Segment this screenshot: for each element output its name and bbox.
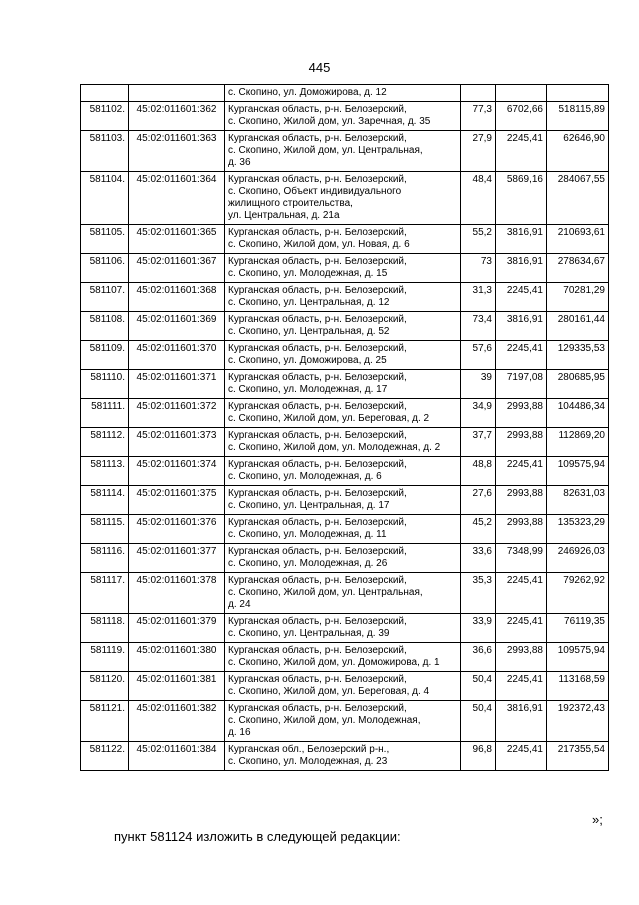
cell-address: Курганская область, р-н. Белозерский, с. Скопино, Жилой дом, ул. Центральная, д. 24	[225, 573, 461, 614]
cell-address: Курганская область, р-н. Белозерский, с. Скопино, ул. Молодежная, д. 26	[225, 544, 461, 573]
cell-value: 82631,03	[547, 486, 609, 515]
cell-number: 581111.	[81, 399, 129, 428]
cell-address: Курганская обл., Белозерский р-н., с. Скопино, ул. Молодежная, д. 23	[225, 742, 461, 771]
cell-address: Курганская область, р-н. Белозерский, с. Скопино, Жилой дом, ул. Центральная, д. 36	[225, 131, 461, 172]
cell-value	[547, 85, 609, 102]
cell-area: 37,7	[461, 428, 496, 457]
cell-cadastral: 45:02:011601:370	[129, 341, 225, 370]
cell-rate: 3816,91	[496, 312, 547, 341]
cell-address: Курганская область, р-н. Белозерский, с. Скопино, Жилой дом, ул. Новая, д. 6	[225, 225, 461, 254]
cell-area: 96,8	[461, 742, 496, 771]
cell-cadastral: 45:02:011601:367	[129, 254, 225, 283]
cell-rate: 2245,41	[496, 131, 547, 172]
cell-number: 581117.	[81, 573, 129, 614]
cell-area: 34,9	[461, 399, 496, 428]
cell-area: 48,4	[461, 172, 496, 225]
cell-address: Курганская область, р-н. Белозерский, с. Скопино, ул. Молодежная, д. 6	[225, 457, 461, 486]
cell-value: 112869,20	[547, 428, 609, 457]
cell-rate: 2245,41	[496, 283, 547, 312]
cell-number: 581105.	[81, 225, 129, 254]
cell-rate: 3816,91	[496, 254, 547, 283]
cell-rate: 2245,41	[496, 341, 547, 370]
cell-area: 73,4	[461, 312, 496, 341]
amendment-text: пункт 581124 изложить в следующей редакции:	[114, 829, 401, 844]
cell-number: 581104.	[81, 172, 129, 225]
cell-number: 581121.	[81, 701, 129, 742]
table-row	[81, 370, 609, 399]
cell-value: 113168,59	[547, 672, 609, 701]
cell-value: 280685,95	[547, 370, 609, 399]
cell-cadastral: 45:02:011601:368	[129, 283, 225, 312]
cell-cadastral: 45:02:011601:376	[129, 515, 225, 544]
cell-address: с. Скопино, ул. Доможирова, д. 12	[225, 85, 461, 102]
cell-area: 57,6	[461, 341, 496, 370]
cell-area	[461, 85, 496, 102]
cell-value: 246926,03	[547, 544, 609, 573]
cell-address: Курганская область, р-н. Белозерский, с. Скопино, ул. Центральная, д. 39	[225, 614, 461, 643]
cell-value: 109575,94	[547, 457, 609, 486]
cell-area: 27,9	[461, 131, 496, 172]
table-row-continuation	[81, 85, 609, 102]
cell-rate: 3816,91	[496, 225, 547, 254]
cell-cadastral: 45:02:011601:365	[129, 225, 225, 254]
cell-number: 581112.	[81, 428, 129, 457]
table-row	[81, 225, 609, 254]
cell-rate: 2245,41	[496, 614, 547, 643]
table-row	[81, 131, 609, 172]
cell-area: 36,6	[461, 643, 496, 672]
cell-rate: 2993,88	[496, 486, 547, 515]
cell-cadastral: 45:02:011601:379	[129, 614, 225, 643]
table-row	[81, 701, 609, 742]
table-row	[81, 573, 609, 614]
cell-address: Курганская область, р-н. Белозерский, с. Скопино, ул. Доможирова, д. 25	[225, 341, 461, 370]
page-number: 445	[308, 60, 331, 75]
cell-cadastral: 45:02:011601:380	[129, 643, 225, 672]
table-row	[81, 341, 609, 370]
cell-cadastral: 45:02:011601:381	[129, 672, 225, 701]
cell-area: 31,3	[461, 283, 496, 312]
cell-rate: 2993,88	[496, 515, 547, 544]
table-row	[81, 102, 609, 131]
cell-rate: 7197,08	[496, 370, 547, 399]
cell-value: 284067,55	[547, 172, 609, 225]
cell-cadastral: 45:02:011601:372	[129, 399, 225, 428]
cell-cadastral: 45:02:011601:364	[129, 172, 225, 225]
cell-address: Курганская область, р-н. Белозерский, с. Скопино, Жилой дом, ул. Береговая, д. 2	[225, 399, 461, 428]
table-row	[81, 172, 609, 225]
cell-cadastral: 45:02:011601:369	[129, 312, 225, 341]
cell-cadastral: 45:02:011601:382	[129, 701, 225, 742]
cell-value: 210693,61	[547, 225, 609, 254]
cell-address: Курганская область, р-н. Белозерский, с. Скопино, Жилой дом, ул. Молодежная, д. 16	[225, 701, 461, 742]
cell-number: 581108.	[81, 312, 129, 341]
cell-area: 77,3	[461, 102, 496, 131]
table-row	[81, 457, 609, 486]
cell-value: 109575,94	[547, 643, 609, 672]
cell-number: 581107.	[81, 283, 129, 312]
cell-address: Курганская область, р-н. Белозерский, с. Скопино, Жилой дом, ул. Береговая, д. 4	[225, 672, 461, 701]
table-row	[81, 515, 609, 544]
cell-rate: 2993,88	[496, 428, 547, 457]
cell-area: 35,3	[461, 573, 496, 614]
cell-number: 581109.	[81, 341, 129, 370]
cell-value: 280161,44	[547, 312, 609, 341]
cell-rate: 7348,99	[496, 544, 547, 573]
table-row	[81, 399, 609, 428]
cell-address: Курганская область, р-н. Белозерский, с. Скопино, ул. Молодежная, д. 15	[225, 254, 461, 283]
cell-value: 217355,54	[547, 742, 609, 771]
cell-area: 27,6	[461, 486, 496, 515]
cell-number: 581114.	[81, 486, 129, 515]
cell-cadastral: 45:02:011601:378	[129, 573, 225, 614]
cell-rate: 5869,16	[496, 172, 547, 225]
table-row	[81, 283, 609, 312]
cell-number: 581119.	[81, 643, 129, 672]
cell-address: Курганская область, р-н. Белозерский, с. Скопино, ул. Центральная, д. 17	[225, 486, 461, 515]
cell-rate	[496, 85, 547, 102]
cell-cadastral: 45:02:011601:377	[129, 544, 225, 573]
registry-table-body	[81, 85, 609, 771]
closing-quote: »;	[592, 812, 603, 827]
cell-value: 135323,29	[547, 515, 609, 544]
table-row	[81, 614, 609, 643]
cell-area: 50,4	[461, 672, 496, 701]
cell-number: 581118.	[81, 614, 129, 643]
cell-address: Курганская область, р-н. Белозерский, с. Скопино, ул. Центральная, д. 12	[225, 283, 461, 312]
cell-rate: 2245,41	[496, 672, 547, 701]
cell-number: 581115.	[81, 515, 129, 544]
registry-table	[80, 84, 609, 771]
cell-value: 192372,43	[547, 701, 609, 742]
cell-cadastral: 45:02:011601:373	[129, 428, 225, 457]
cell-cadastral: 45:02:011601:362	[129, 102, 225, 131]
cell-value: 62646,90	[547, 131, 609, 172]
cell-rate: 2245,41	[496, 457, 547, 486]
cell-cadastral: 45:02:011601:384	[129, 742, 225, 771]
cell-address: Курганская область, р-н. Белозерский, с. Скопино, Жилой дом, ул. Доможирова, д. 1	[225, 643, 461, 672]
cell-number	[81, 85, 129, 102]
cell-value: 278634,67	[547, 254, 609, 283]
cell-address: Курганская область, р-н. Белозерский, с. Скопино, Жилой дом, ул. Молодежная, д. 2	[225, 428, 461, 457]
cell-cadastral: 45:02:011601:374	[129, 457, 225, 486]
cell-value: 518115,89	[547, 102, 609, 131]
cell-rate: 2993,88	[496, 399, 547, 428]
table-row	[81, 643, 609, 672]
cell-area: 50,4	[461, 701, 496, 742]
cell-area: 39	[461, 370, 496, 399]
cell-area: 48,8	[461, 457, 496, 486]
cell-area: 33,6	[461, 544, 496, 573]
cell-address: Курганская область, р-н. Белозерский, с. Скопино, ул. Молодежная, д. 11	[225, 515, 461, 544]
cell-area: 45,2	[461, 515, 496, 544]
cell-number: 581120.	[81, 672, 129, 701]
cell-cadastral: 45:02:011601:363	[129, 131, 225, 172]
cell-rate: 6702,66	[496, 102, 547, 131]
table-row	[81, 672, 609, 701]
cell-value: 129335,53	[547, 341, 609, 370]
cell-address: Курганская область, р-н. Белозерский, с. Скопино, Жилой дом, ул. Заречная, д. 35	[225, 102, 461, 131]
cell-area: 73	[461, 254, 496, 283]
table-row	[81, 312, 609, 341]
table-row	[81, 428, 609, 457]
cell-address: Курганская область, р-н. Белозерский, с. Скопино, ул. Центральная, д. 52	[225, 312, 461, 341]
cell-address: Курганская область, р-н. Белозерский, с. Скопино, ул. Молодежная, д. 17	[225, 370, 461, 399]
cell-number: 581122.	[81, 742, 129, 771]
table-row	[81, 742, 609, 771]
cell-area: 33,9	[461, 614, 496, 643]
cell-rate: 3816,91	[496, 701, 547, 742]
cell-number: 581110.	[81, 370, 129, 399]
cell-cadastral: 45:02:011601:375	[129, 486, 225, 515]
table-row	[81, 486, 609, 515]
cell-area: 55,2	[461, 225, 496, 254]
cell-cadastral	[129, 85, 225, 102]
cell-rate: 2245,41	[496, 573, 547, 614]
cell-number: 581106.	[81, 254, 129, 283]
cell-value: 104486,34	[547, 399, 609, 428]
cell-value: 70281,29	[547, 283, 609, 312]
cell-number: 581116.	[81, 544, 129, 573]
cell-value: 76119,35	[547, 614, 609, 643]
cell-value: 79262,92	[547, 573, 609, 614]
cell-rate: 2245,41	[496, 742, 547, 771]
cell-number: 581103.	[81, 131, 129, 172]
cell-number: 581113.	[81, 457, 129, 486]
table-row	[81, 544, 609, 573]
cell-rate: 2993,88	[496, 643, 547, 672]
cell-number: 581102.	[81, 102, 129, 131]
cell-cadastral: 45:02:011601:371	[129, 370, 225, 399]
table-row	[81, 254, 609, 283]
cell-address: Курганская область, р-н. Белозерский, с. Скопино, Объект индивидуального жилищного строительства, ул. Центральная, д. 21а	[225, 172, 461, 225]
